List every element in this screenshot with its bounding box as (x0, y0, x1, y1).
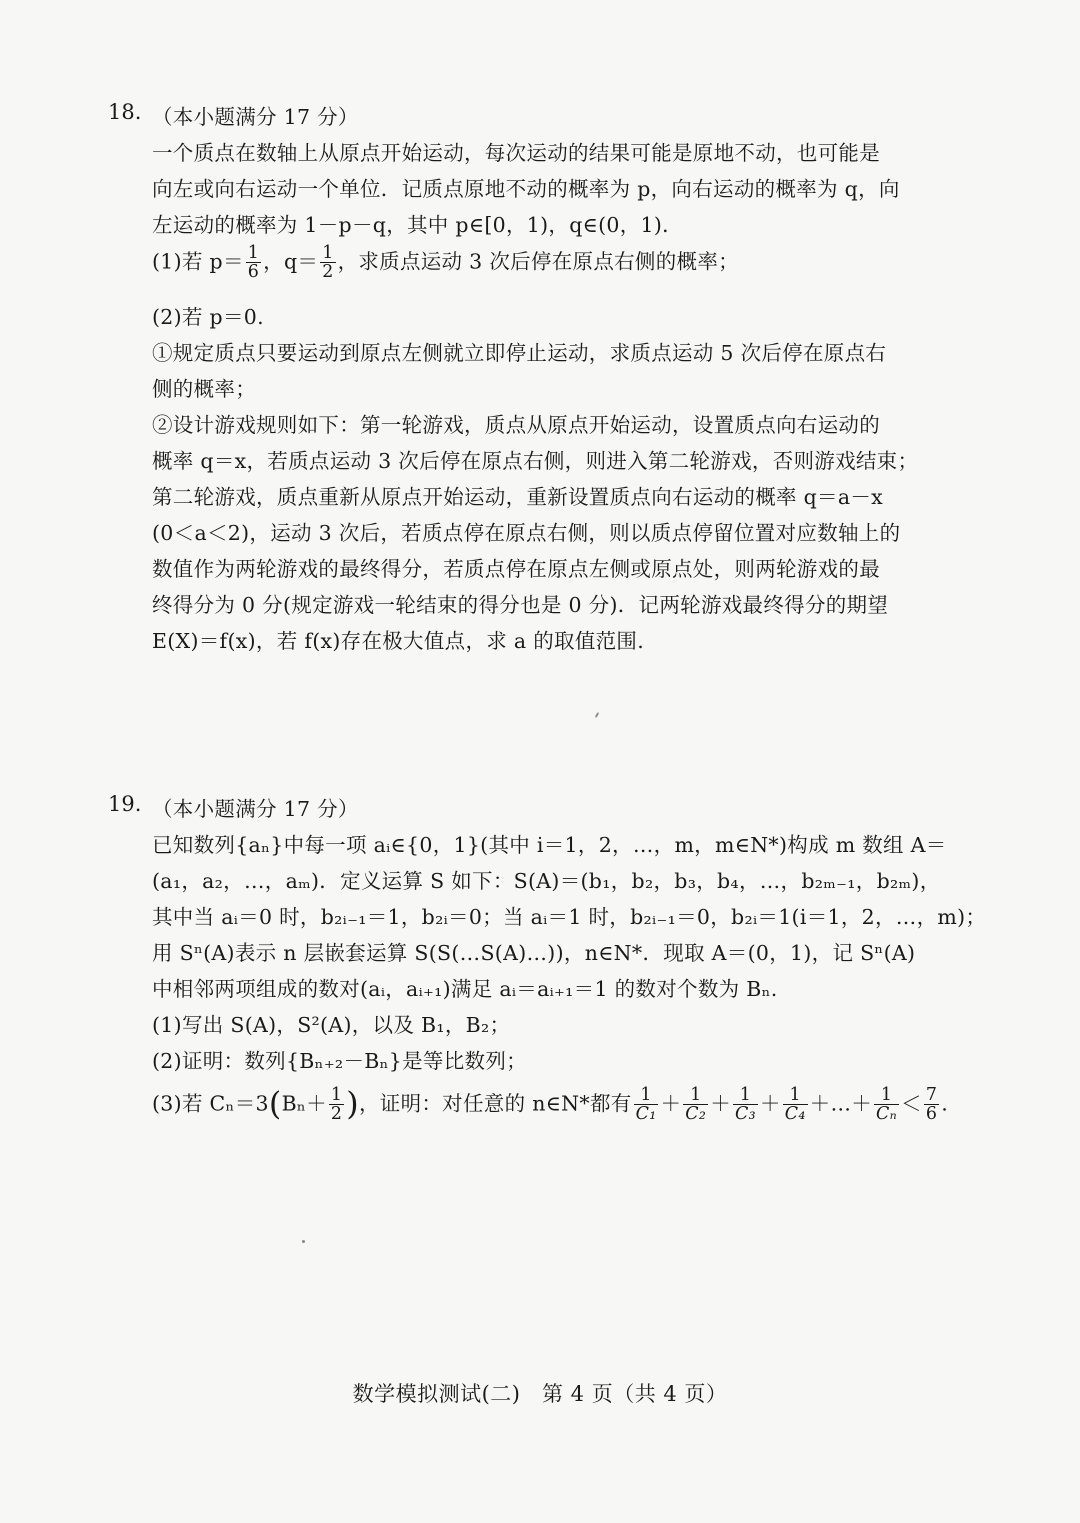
q18-sub2-line3: 第二轮游戏，质点重新从原点开始运动，重新设置质点向右运动的概率 q＝a－x (152, 485, 884, 509)
fraction-7-6-numerator: 7 (925, 1085, 938, 1105)
q19-line3: 其中当 aᵢ＝0 时，b₂ᵢ₋₁＝1，b₂ᵢ＝0；当 aᵢ＝1 时，b₂ᵢ₋₁＝0，b₂ᵢ＝1(i＝1，2，…，m)； (152, 905, 987, 929)
fraction-half-numerator: 1 (330, 1085, 343, 1105)
q19-line1: 已知数列{aₙ}中每一项 aᵢ∈{0，1}(其中 i＝1，2，…，m，m∈N*)构成 m 数组 A＝ (152, 833, 947, 857)
fraction-1-c3 (733, 1086, 758, 1124)
fraction-7-6-denominator: 6 (925, 1104, 938, 1125)
q18-sub2-line7: E(X)＝f(x)，若 f(x)存在极大值点，求 a 的取值范围. (152, 629, 645, 653)
q19-header: （本小题满分 17 分） (152, 797, 359, 821)
less-than-sign: ＜ (901, 1091, 922, 1116)
q18-number: 18. (108, 100, 142, 124)
fraction-1-c2-denominator: C₂ (685, 1104, 707, 1125)
q18-intro-line2: 向左或向右运动一个单位．记质点原地不动的概率为 p，向右运动的概率为 q，向 (152, 177, 900, 201)
q19-line4: 用 Sⁿ(A)表示 n 层嵌套运算 S(S(…S(A)…))，n∈N*．现取 A＝(0，1)，记 Sⁿ(A) (152, 941, 916, 965)
q18-part1 (152, 244, 739, 282)
q18-part1-prefix: (1)若 p＝ (152, 249, 244, 274)
plus-sign: ＋ (759, 1091, 781, 1116)
fraction-half (329, 1086, 344, 1124)
q18-part1-mid: ，q＝ (263, 249, 319, 274)
fraction-q (320, 244, 335, 282)
q19-line2: (a₁，a₂，…，aₘ)．定义运算 S 如下：S(A)＝(b₁，b₂，b₃，b₄，…，b₂ₘ₋₁，b₂ₘ)， (152, 869, 941, 893)
q18-sub2-line1: ②设计游戏规则如下：第一轮游戏，质点从原点开始运动，设置质点向右运动的 (152, 413, 880, 437)
q18-sub2-line6: 终得分为 0 分(规定游戏一轮结束的得分也是 0 分)．记两轮游戏最终得分的期望 (152, 593, 889, 617)
fraction-1-c4-denominator: C₄ (784, 1104, 806, 1125)
fraction-1-c4-numerator: 1 (783, 1086, 808, 1105)
fraction-1-c1-numerator: 1 (634, 1086, 659, 1105)
page-footer: 数学模拟测试(二) 第 4 页（共 4 页） (352, 1382, 728, 1406)
fraction-7-6 (924, 1086, 939, 1124)
fraction-half-denominator: 2 (330, 1104, 343, 1125)
fraction-1-c2 (683, 1086, 708, 1124)
q19-part3-prefix: (3)若 Cₙ＝3 (152, 1091, 269, 1116)
q19-part3-text: ，证明：对任意的 n∈N*都有 (358, 1091, 632, 1116)
fraction-1-c3-numerator: 1 (733, 1086, 758, 1105)
q18-sub2-line5: 数值作为两轮游戏的最终得分，若质点停在原点左侧或原点处，则两轮游戏的最 (152, 557, 880, 581)
fraction-q-numerator: 1 (322, 243, 334, 263)
q19-line5: 中相邻两项组成的数对(aᵢ，aᵢ₊₁)满足 aᵢ＝aᵢ₊₁＝1 的数对个数为 Bₙ. (152, 977, 778, 1001)
plus-dots: ＋…＋ (809, 1091, 873, 1116)
scan-speck (595, 712, 600, 718)
plus-sign: ＋ (710, 1091, 732, 1116)
q18-part1-suffix: ，求质点运动 3 次后停在原点右侧的概率； (337, 249, 739, 274)
scan-speck (302, 1240, 305, 1243)
fraction-p-denominator: 6 (247, 262, 260, 283)
q19-part3 (152, 1086, 948, 1124)
fraction-1-c4 (783, 1086, 808, 1124)
fraction-q-denominator: 2 (322, 262, 334, 283)
fraction-1-cn (874, 1086, 899, 1124)
q18-header: （本小题满分 17 分） (152, 105, 359, 129)
q19-part1: (1)写出 S(A)，S²(A)，以及 B₁，B₂； (152, 1013, 511, 1037)
final-period: . (941, 1091, 949, 1116)
q19-number: 19. (108, 792, 142, 816)
fraction-1-c1 (634, 1086, 659, 1124)
fraction-1-c3-denominator: C₃ (735, 1104, 756, 1125)
fraction-1-c1-denominator: C₁ (635, 1104, 657, 1125)
q18-part2: (2)若 p＝0. (152, 305, 264, 329)
q18-sub1-line2: 侧的概率； (152, 377, 256, 401)
left-paren: ( (268, 1086, 282, 1123)
fraction-p-numerator: 1 (247, 243, 260, 263)
q18-sub2-line2: 概率 q＝x，若质点运动 3 次后停在原点右侧，则进入第二轮游戏，否则游戏结束； (152, 449, 919, 473)
fraction-1-cn-denominator: Cₙ (876, 1104, 898, 1125)
q18-intro-line1: 一个质点在数轴上从原点开始运动，每次运动的结果可能是原地不动，也可能是 (152, 141, 880, 165)
fraction-1-cn-numerator: 1 (874, 1086, 899, 1105)
q18-intro-line3: 左运动的概率为 1－p－q，其中 p∈[0，1)，q∈(0，1)． (152, 213, 683, 237)
q19-part2: (2)证明：数列{Bₙ₊₂－Bₙ}是等比数列； (152, 1049, 527, 1073)
fraction-1-c2-numerator: 1 (683, 1086, 708, 1105)
q18-sub2-line4: (0＜a＜2)，运动 3 次后，若质点停在原点右侧，则以质点停留位置对应数轴上的 (152, 521, 901, 545)
right-paren: ) (346, 1086, 359, 1123)
q18-sub1-line1: ①规定质点只要运动到原点左侧就立即停止运动，求质点运动 5 次后停在原点右 (152, 341, 887, 365)
plus-sign: ＋ (660, 1091, 682, 1116)
q19-part3-bn: Bₙ＋ (281, 1091, 327, 1116)
fraction-p (246, 244, 261, 282)
